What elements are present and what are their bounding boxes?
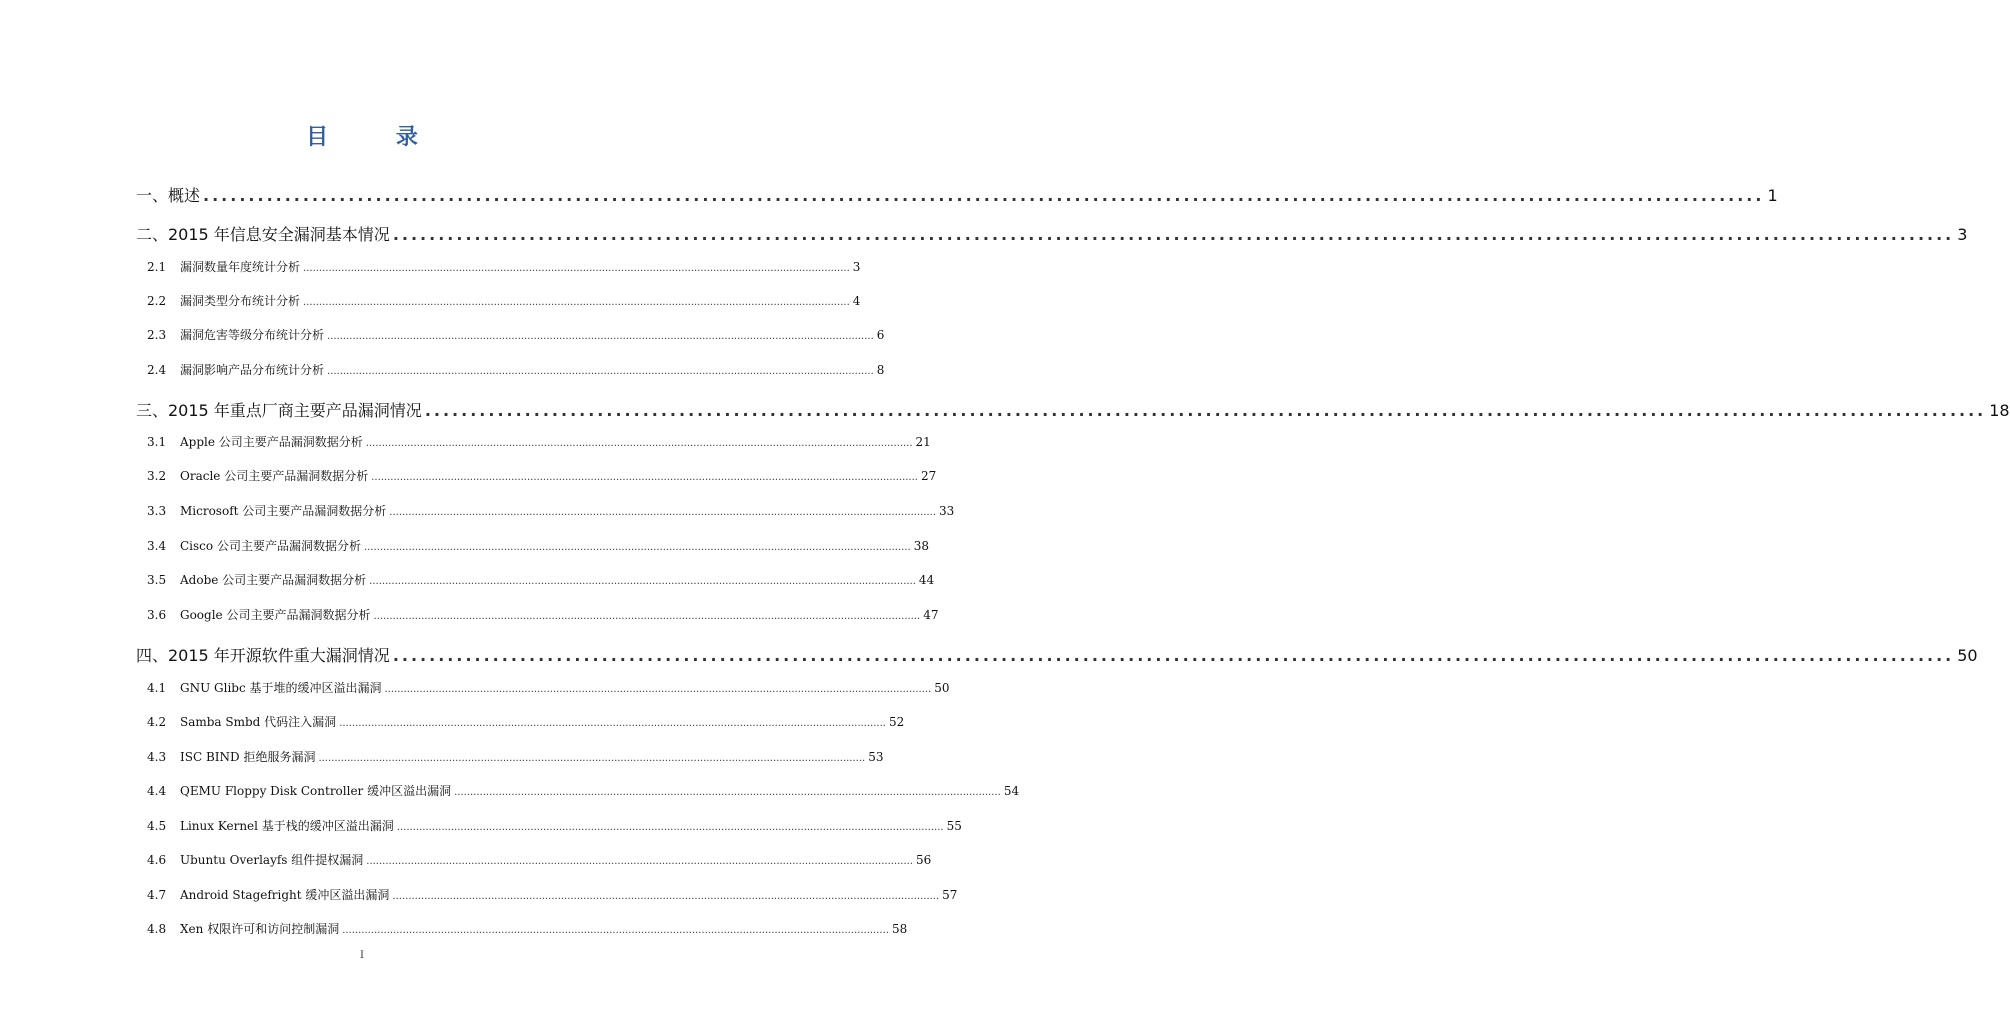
toc-entry-text: Apple 公司主要产品漏洞数据分析 xyxy=(180,435,363,449)
toc-leader-dots: ............................................................................................................................................................................ xyxy=(396,822,944,833)
toc-entry-number: 3.4 xyxy=(147,539,167,553)
toc-leader-dots: ............................................................................................................................................................................ xyxy=(342,925,889,936)
toc-leader-dots: ............................................................................................................................................................................ xyxy=(366,856,914,867)
toc-entry-text: Cisco 公司主要产品漏洞数据分析 xyxy=(180,539,361,553)
toc-entry-text: Ubuntu Overlayfs 组件提权漏洞 xyxy=(180,853,364,867)
toc-page-number: 50 xyxy=(934,681,950,695)
toc-entry-text: 漏洞类型分布统计分析 xyxy=(180,294,301,308)
toc-leader-dots: ............................................................................................................................................................................ xyxy=(389,507,937,518)
toc-entry-4-5[interactable] xyxy=(147,817,962,834)
toc-entry-text: 四、2015 年开源软件重大漏洞情况 xyxy=(136,646,390,665)
toc-entry-text: 漏洞数量年度统计分析 xyxy=(180,260,301,274)
toc-entry-4-2[interactable] xyxy=(147,713,905,730)
toc-page-number: 6 xyxy=(876,328,885,342)
toc-entry-number: 4.4 xyxy=(147,784,167,798)
toc-entry-number: 3.2 xyxy=(147,469,167,483)
toc-entry-2-1[interactable] xyxy=(147,258,861,275)
toc-page-number: 3 xyxy=(1957,225,1968,244)
toc-entry-2-3[interactable] xyxy=(147,326,885,343)
toc-entry-4-1[interactable] xyxy=(147,679,950,696)
toc-entry-3-3[interactable] xyxy=(147,502,955,519)
toc-entry-number: 2.2 xyxy=(147,294,167,308)
toc-page-number: 52 xyxy=(888,715,905,729)
toc-entry-text: 三、2015 年重点厂商主要产品漏洞情况 xyxy=(136,401,422,420)
toc-entry-section-4[interactable] xyxy=(136,643,1978,666)
toc-page-number: 54 xyxy=(1003,784,1020,798)
toc-entry-4-3[interactable] xyxy=(147,748,884,765)
toc-leader-dots: ............................................................................................................................................................................ xyxy=(363,542,911,553)
toc-entry-4-4[interactable] xyxy=(147,782,1020,799)
toc-entry-4-7[interactable] xyxy=(147,886,958,903)
toc-leader-dots: ............................................................................................................................................................................ xyxy=(424,401,1987,420)
toc-entry-text: Adobe 公司主要产品漏洞数据分析 xyxy=(180,573,367,587)
toc-leader-dots: ............................................................................................................................................................................ xyxy=(365,438,913,449)
toc-page-number: 53 xyxy=(868,750,884,764)
page-number-footer: I xyxy=(360,950,364,961)
toc-entry-3-6[interactable] xyxy=(147,606,939,623)
toc-page-number: 8 xyxy=(876,363,885,377)
toc-entry-4-8[interactable] xyxy=(147,920,908,937)
toc-entry-number: 3.3 xyxy=(147,504,167,518)
toc-entry-text: QEMU Floppy Disk Controller 缓冲区溢出漏洞 xyxy=(180,784,452,798)
toc-entry-text: 二、2015 年信息安全漏洞基本情况 xyxy=(136,225,390,244)
toc-leader-dots: ............................................................................................................................................................................ xyxy=(318,753,866,764)
toc-entry-3-5[interactable] xyxy=(147,571,935,588)
toc-entry-number: 4.8 xyxy=(147,922,167,936)
toc-entry-2-4[interactable] xyxy=(147,361,885,378)
toc-entry-text: GNU Glibc 基于堆的缓冲区溢出漏洞 xyxy=(180,681,382,695)
toc-entry-section-1[interactable] xyxy=(136,183,1778,206)
toc-entry-number: 2.1 xyxy=(147,260,167,274)
toc-entry-number: 2.3 xyxy=(147,328,167,342)
toc-entry-text: 漏洞影响产品分布统计分析 xyxy=(180,363,325,377)
toc-entry-text: Android Stagefright 缓冲区溢出漏洞 xyxy=(180,888,390,902)
toc-leader-dots: ............................................................................................................................................................................ xyxy=(203,186,1765,205)
toc-entry-number: 4.1 xyxy=(147,681,167,695)
toc-entry-text: 漏洞危害等级分布统计分析 xyxy=(180,328,325,342)
toc-entry-number: 4.2 xyxy=(147,715,167,729)
toc-page-number: 38 xyxy=(913,539,929,553)
toc-entry-number: 4.5 xyxy=(147,819,167,833)
toc-entry-number: 4.7 xyxy=(147,888,167,902)
toc-page-number: 50 xyxy=(1957,646,1978,665)
toc-leader-dots: ............................................................................................................................................................................ xyxy=(392,225,1955,244)
toc-entry-section-2[interactable] xyxy=(136,222,1968,245)
toc-page-number: 56 xyxy=(916,853,932,867)
toc-leader-dots: ............................................................................................................................................................................ xyxy=(327,366,874,377)
toc-entry-text: Microsoft 公司主要产品漏洞数据分析 xyxy=(180,504,387,518)
toc-entry-text: Linux Kernel 基于栈的缓冲区溢出漏洞 xyxy=(180,819,394,833)
toc-page-number: 1 xyxy=(1767,186,1778,205)
toc-leader-dots: ............................................................................................................................................................................ xyxy=(454,787,1001,798)
toc-leader-dots: ............................................................................................................................................................................ xyxy=(392,891,940,902)
toc-entry-number: 2.4 xyxy=(147,363,167,377)
toc-entry-text: Xen 权限许可和访问控制漏洞 xyxy=(180,922,340,936)
toc-leader-dots: ............................................................................................................................................................................ xyxy=(384,684,932,695)
toc-leader-dots: ............................................................................................................................................................................ xyxy=(303,297,850,308)
toc-leader-dots: ............................................................................................................................................................................ xyxy=(373,611,921,622)
toc-leader-dots: ............................................................................................................................................................................ xyxy=(371,472,918,483)
toc-entry-text: Google 公司主要产品漏洞数据分析 xyxy=(180,608,371,622)
toc-leader-dots: ............................................................................................................................................................................ xyxy=(369,576,916,587)
toc-leader-dots: ............................................................................................................................................................................ xyxy=(303,263,850,274)
toc-entry-text: Oracle 公司主要产品漏洞数据分析 xyxy=(180,469,369,483)
toc-page-number: 57 xyxy=(942,888,958,902)
toc-entry-number: 4.3 xyxy=(147,750,167,764)
toc-entry-text: Samba Smbd 代码注入漏洞 xyxy=(180,715,337,729)
toc-entry-number: 3.5 xyxy=(147,573,167,587)
toc-page-number: 58 xyxy=(891,922,908,936)
toc-entry-section-3[interactable] xyxy=(136,398,2010,421)
toc-entry-number: 4.6 xyxy=(147,853,167,867)
toc-entry-text: 一、概述 xyxy=(136,186,201,205)
toc-entry-3-1[interactable] xyxy=(147,433,931,450)
toc-entry-number: 3.6 xyxy=(147,608,167,622)
toc-page-number: 27 xyxy=(920,469,937,483)
toc-entry-3-4[interactable] xyxy=(147,537,929,554)
toc-page-number: 33 xyxy=(939,504,955,518)
toc-page-number: 21 xyxy=(915,435,931,449)
toc-leader-dots: ............................................................................................................................................................................ xyxy=(339,718,886,729)
toc-page-number: 4 xyxy=(852,294,861,308)
toc-page-number: 47 xyxy=(923,608,939,622)
toc-page-number: 55 xyxy=(946,819,962,833)
toc-page-number: 3 xyxy=(852,260,861,274)
toc-entry-number: 3.1 xyxy=(147,435,167,449)
toc-entry-3-2[interactable] xyxy=(147,467,937,484)
toc-entry-2-2[interactable] xyxy=(147,292,861,309)
toc-title: 目 录 xyxy=(306,125,448,150)
toc-page-number: 18 xyxy=(1989,401,2010,420)
toc-leader-dots: ............................................................................................................................................................................ xyxy=(392,646,1955,665)
toc-page-number: 44 xyxy=(918,573,935,587)
toc-entry-4-6[interactable] xyxy=(147,851,932,868)
toc-leader-dots: ............................................................................................................................................................................ xyxy=(327,331,874,342)
toc-entry-text: ISC BIND 拒绝服务漏洞 xyxy=(180,750,316,764)
